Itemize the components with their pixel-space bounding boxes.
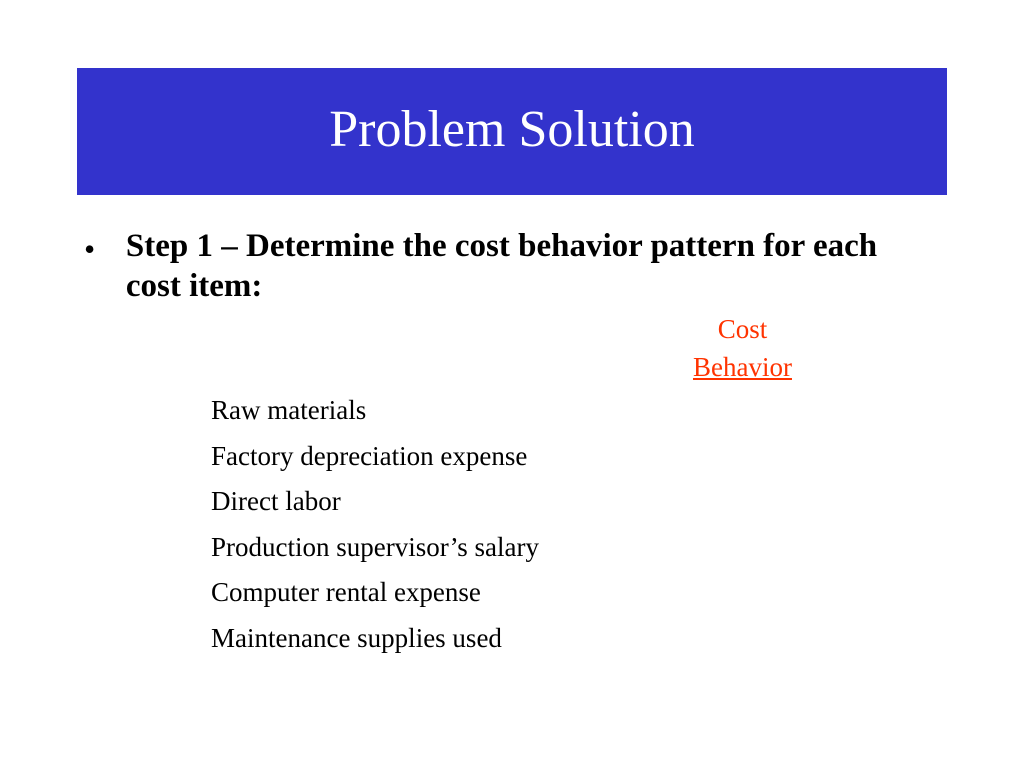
cost-header-line1: Cost [717,314,768,344]
list-item: Production supervisor’s salary [211,531,539,562]
cost-item-list [211,388,539,661]
bullet-point [84,226,904,306]
list-item: Direct labor [211,486,341,516]
slide-title: Problem Solution [329,100,695,158]
list-item: Maintenance supplies used [211,622,502,653]
list-item: Factory depreciation expense [211,440,528,471]
list-item: Raw materials [211,395,367,425]
list-item: Computer rental expense [211,577,481,607]
title-bar [77,68,947,195]
cost-behavior-header [660,310,825,386]
cost-header-line2: Behavior [693,352,792,382]
bullet-text: Step 1 – Determine the cost behavior pattern for each cost item: [125,228,878,304]
bullet-icon: • [84,231,96,267]
